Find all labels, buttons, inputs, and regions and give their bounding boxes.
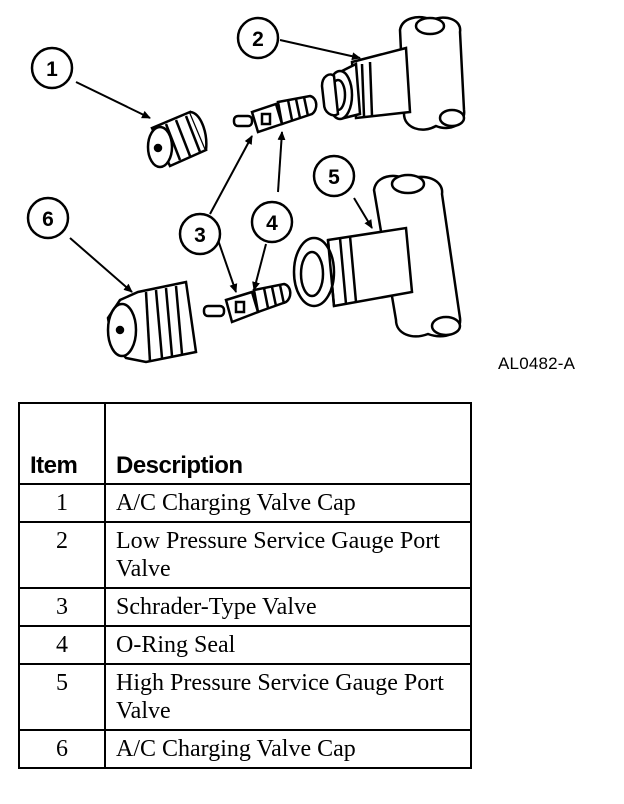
table-row bbox=[19, 626, 471, 664]
exploded-view-diagram bbox=[0, 0, 624, 390]
table-row bbox=[19, 484, 471, 522]
item-description: High Pressure Service Gauge Port Valve bbox=[105, 664, 471, 730]
lower-schrader-valve bbox=[204, 284, 290, 322]
svg-text:4: 4 bbox=[266, 212, 278, 235]
figure-id: AL0482-A bbox=[498, 354, 576, 373]
svg-text:6: 6 bbox=[42, 208, 54, 231]
table-header-row bbox=[19, 403, 471, 484]
item-number: 1 bbox=[19, 484, 105, 522]
upper-schrader-valve bbox=[234, 96, 316, 132]
item-description: Low Pressure Service Gauge Port Valve bbox=[105, 522, 471, 588]
table-row bbox=[19, 664, 471, 730]
table-row bbox=[19, 522, 471, 588]
high-pressure-port-valve bbox=[294, 228, 412, 306]
callout-1 bbox=[32, 48, 72, 88]
item-description: O-Ring Seal bbox=[105, 626, 471, 664]
callout-2 bbox=[238, 18, 278, 58]
callout-4 bbox=[252, 202, 292, 242]
item-description: A/C Charging Valve Cap bbox=[105, 484, 471, 522]
item-number: 3 bbox=[19, 588, 105, 626]
table-row bbox=[19, 588, 471, 626]
callout-3 bbox=[180, 214, 220, 254]
svg-text:3: 3 bbox=[194, 224, 206, 247]
lower-charging-valve-cap bbox=[108, 282, 196, 362]
description-header: Description bbox=[105, 403, 471, 484]
callout-5 bbox=[314, 156, 354, 196]
upper-charging-valve-cap bbox=[148, 112, 206, 167]
low-pressure-port-valve bbox=[322, 48, 410, 119]
svg-text:2: 2 bbox=[252, 28, 264, 51]
callout-6 bbox=[28, 198, 68, 238]
item-number: 6 bbox=[19, 730, 105, 768]
item-description: Schrader-Type Valve bbox=[105, 588, 471, 626]
item-number: 2 bbox=[19, 522, 105, 588]
item-header: Item bbox=[19, 403, 105, 484]
table-row bbox=[19, 730, 471, 768]
svg-text:1: 1 bbox=[46, 58, 58, 81]
item-number: 4 bbox=[19, 626, 105, 664]
parts-table bbox=[18, 402, 472, 769]
item-number: 5 bbox=[19, 664, 105, 730]
svg-text:5: 5 bbox=[328, 166, 340, 189]
item-description: A/C Charging Valve Cap bbox=[105, 730, 471, 768]
